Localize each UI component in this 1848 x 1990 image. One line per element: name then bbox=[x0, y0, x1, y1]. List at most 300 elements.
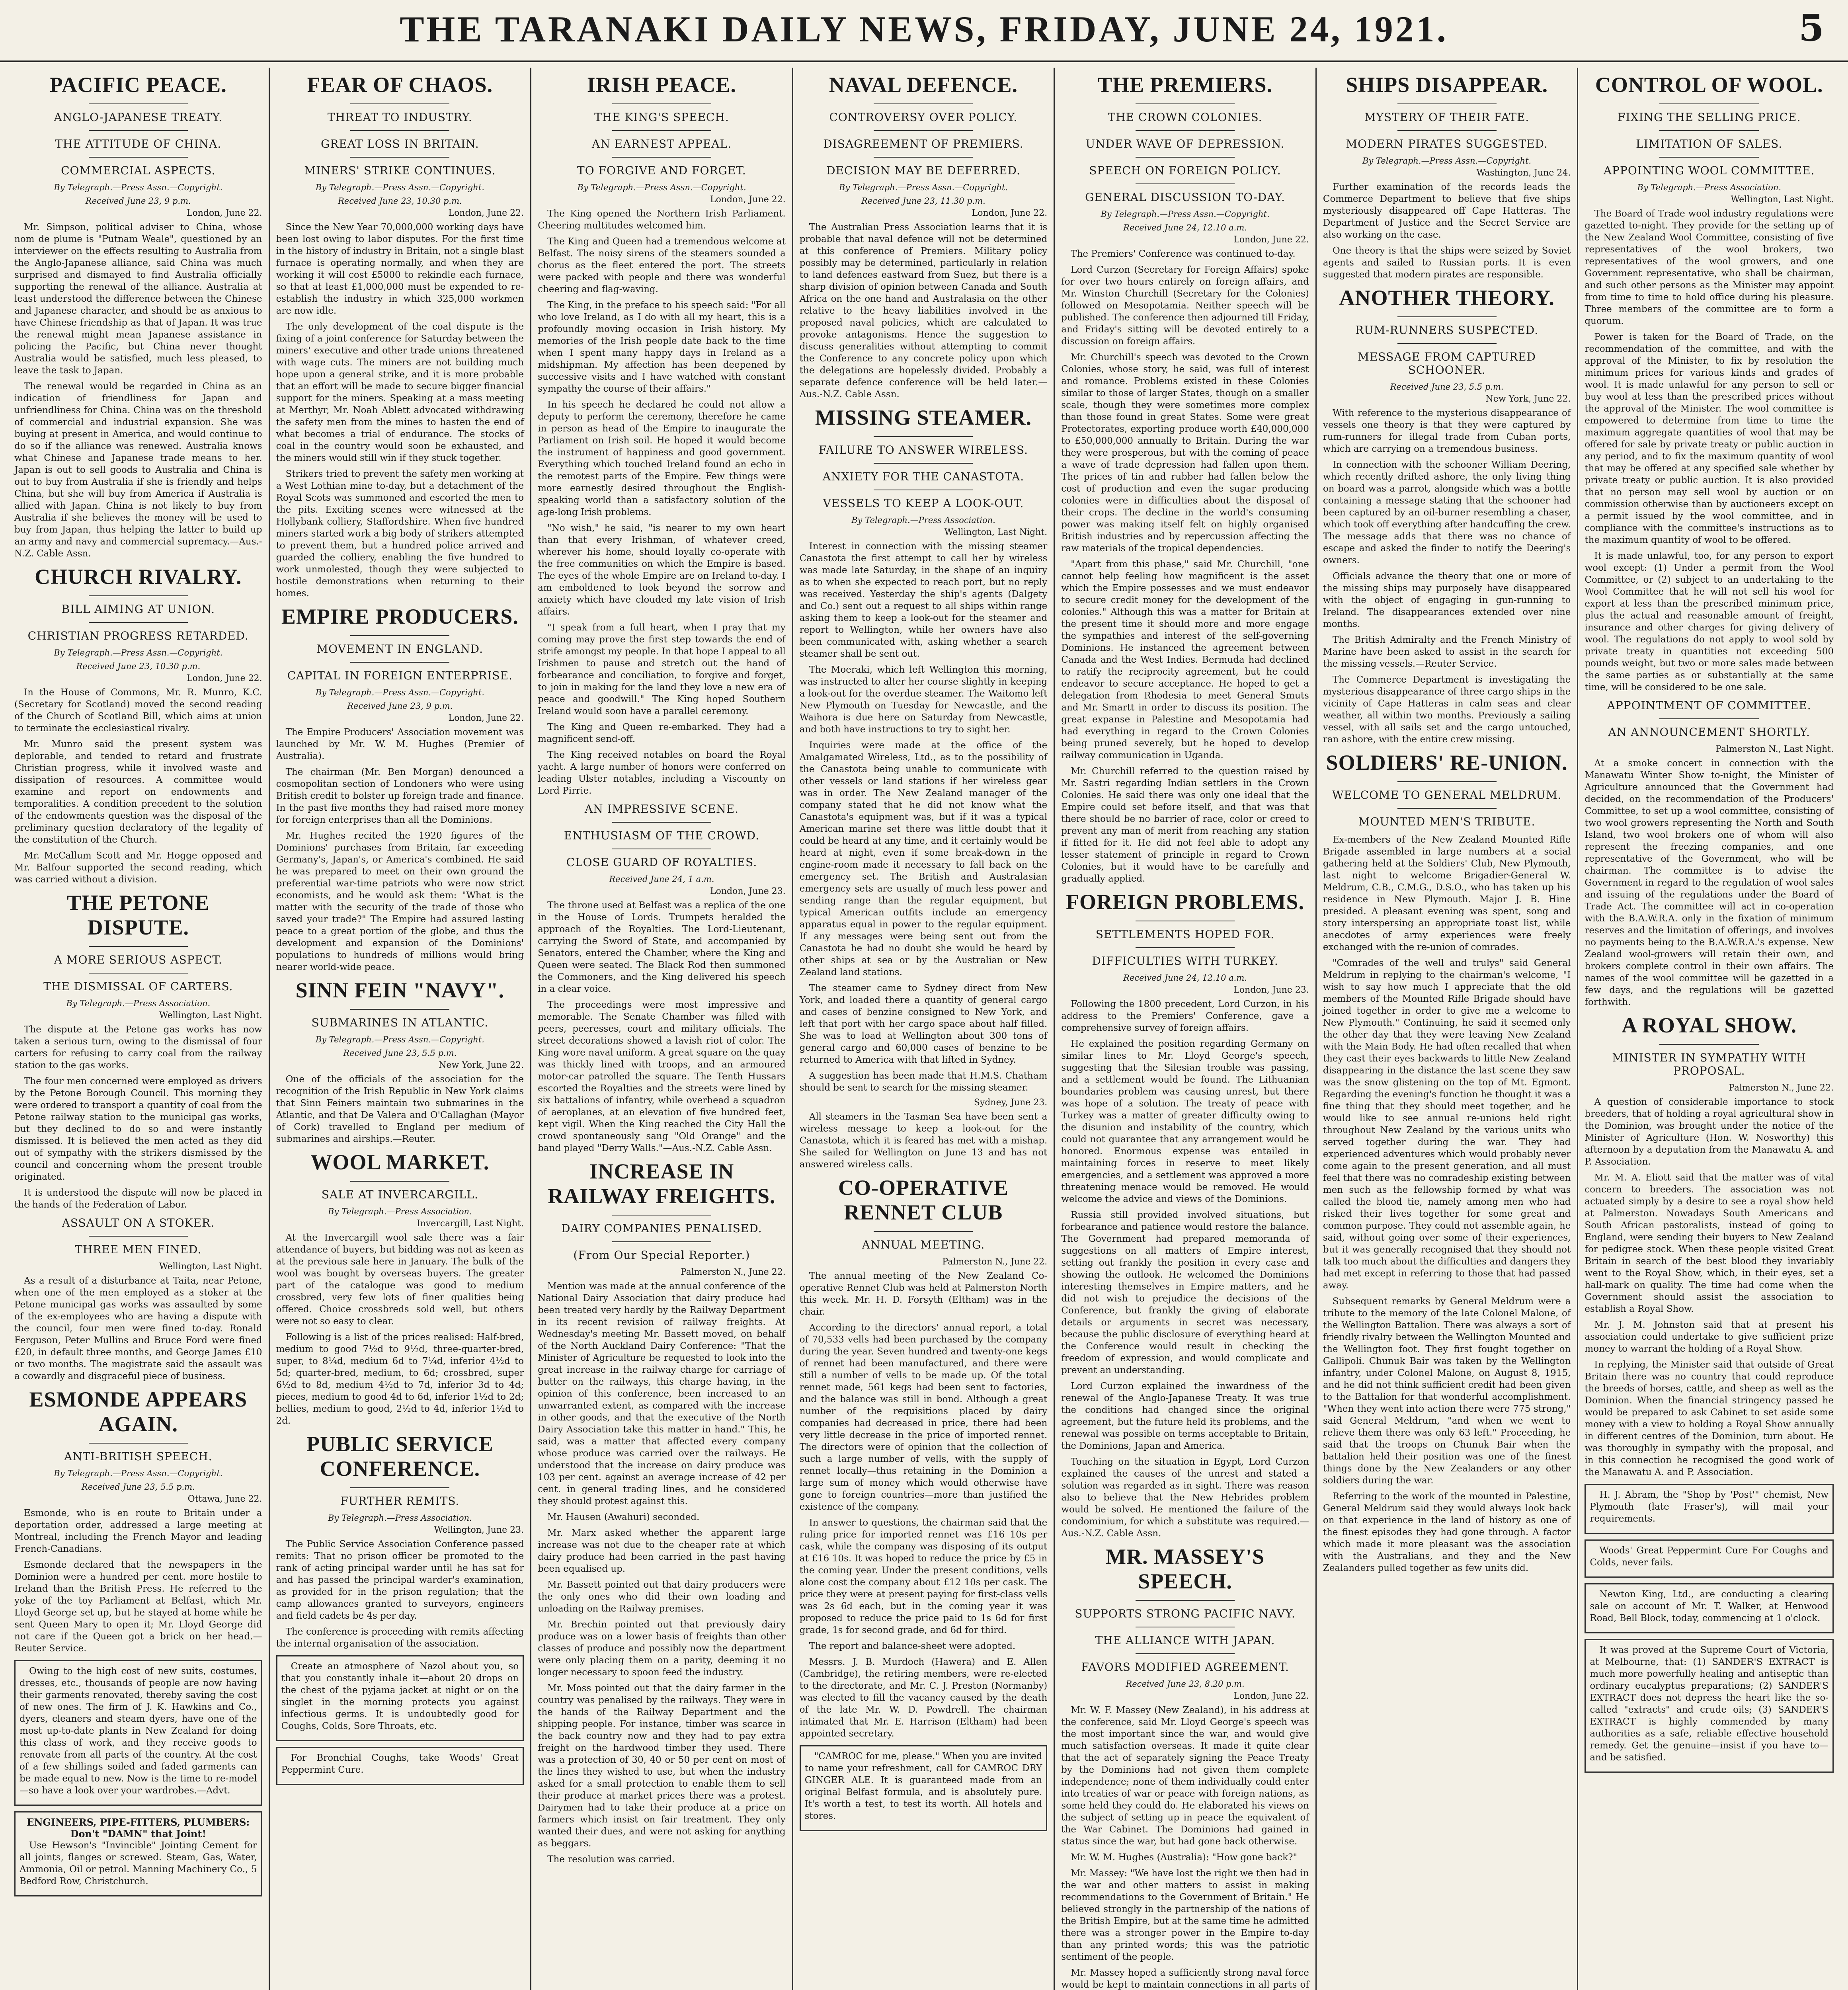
divider bbox=[350, 130, 449, 131]
divider bbox=[1136, 947, 1235, 948]
article-paragraph: Mr. Munro said the present system was deplorable, and tended to retard and frustrate Christian progress, while it involved waste and dissipation of resources. A committee would examine and report on endowments and temporalities. A condition precedent to the solution of the endowments question was the disposal of the preliminary question declaratory of the legality of the constitution of the Church. bbox=[14, 739, 262, 845]
divider bbox=[89, 157, 188, 158]
divider bbox=[89, 1236, 188, 1237]
divider bbox=[1136, 103, 1235, 104]
article-subheading: DAIRY COMPANIES PENALISED. bbox=[561, 1222, 762, 1235]
advertisement-text: Owing to the high cost of new suits, costumes, dresses, etc., thousands of people are now having their garments renovated, thereby saving the cost of new ones. The firm of J. K. Hawkins and Co., dyers, cleaners and steam dyers, have one of the most up-to-date plants in New Zealand for doing this class of work, and they receive goods to renovate from all parts of the country. At the cost of a few shillings soiled and faded garments can be made equal to new. Now is the time to re-model—so have a look over your wardrobes.—Advt. bbox=[20, 1666, 257, 1796]
article-subheading: APPOINTMENT OF COMMITTEE. bbox=[1607, 699, 1811, 712]
article-subheading: UNDER WAVE OF DEPRESSION. bbox=[1085, 137, 1285, 150]
article-headline: MISSING STEAMER. bbox=[815, 406, 1032, 429]
article-paragraph: He explained the position regarding Germany on similar lines to Mr. Lloyd George's speech, suggesting that the Silesian trouble was passing, and a settlement would be found. The Lithuanian boundaries problem was causing unrest, but there was hope of a solution. The treaty of peace with Turkey was a matter of greater difficulty owing to the disunion and instability of the country, which could not guarantee that any arrangement would be honored. Enormous expense was entailed in maintaining forces in reserve to meet likely emergencies, and a settlement was approved a more threatening menace would be removed. He would welcome the advice and views of the Dominions. bbox=[1061, 1039, 1309, 1204]
article-paragraph: "Comrades of the well and trulys" said General Meldrum in replying to the chairman's welcome, "I wish to say how much I appreciate that the old members of the Mounted Rifle Brigade should have joined together in order to give me a welcome to New Plymouth." Continuing, he said it seemed only the other day that they were leaving New Zealand with the Main Body. He had often recalled that when they cast their eyes backwards to little New Zealand disappearing in the distance the last scene they saw was the snow glistening on the top of Mt. Egmont. Regarding the evening's function he thought it was a fine thing that they should meet together, and he would like to see annual re-unions held right throughout New Zealand by the various units who served together during the war. They had experienced adventures which would probably never come again to the present generation, and all must feel that there was no comradeship existing between men such as the fellowship formed by what was called the blood tie, namely among men who had risked their lives together for some great and common purpose. They could not assemble again, he said, without going over some of their experiences, but it was generally recognised that they should not talk too much about the difficulties and dangers they had met except in referring to those that had passed away. bbox=[1323, 958, 1571, 1291]
article-paragraph: A suggestion has been made that H.M.S. Chatham should be sent to search for the missing steamer. bbox=[799, 1071, 1048, 1093]
divider bbox=[612, 130, 711, 131]
divider bbox=[350, 1009, 449, 1010]
divider bbox=[1659, 130, 1759, 131]
article-subheading: MOUNTED MEN'S TRIBUTE. bbox=[1358, 815, 1536, 828]
article-paragraph: The King received notables on board the Royal yacht. A large number of honors were conferred on leading Ulster notables, including a Viscounty on Lord Pirrie. bbox=[538, 750, 786, 796]
article bbox=[276, 978, 524, 1145]
article-paragraph: One of the officials of the association for the recognition of the Irish Republic in New York claims that Sinn Feiners maintain two submarines in the Atlantic, and that De Valera and O'Callaghan (Mayor of Cork) travelled to England per medium of submarines and airships.—Reuter. bbox=[276, 1074, 524, 1144]
divider bbox=[1397, 808, 1497, 809]
article-headline: THE PREMIERS. bbox=[1098, 73, 1273, 97]
article-paragraph: Mr. Churchill referred to the question raised by Mr. Sastri regarding Indian settlers in the Crown Colonies. He said there was only one ideal that the Empire could set before itself, and that was that there should be no barrier of race, color or creed to prevent any man of merit from reaching any station if fitted for it. He did not feel able to adopt any lesser statement of principle in regard to Crown Colonies, but it would have to be carefully and gradually applied. bbox=[1061, 766, 1309, 884]
article-subheading: AN IMPRESSIVE SCENE. bbox=[584, 802, 739, 816]
divider bbox=[874, 130, 973, 131]
article-received: Received June 23, 5.5 p.m. bbox=[343, 1048, 457, 1058]
article-dateline: Palmerston N., June 22. bbox=[1729, 1083, 1834, 1093]
article bbox=[1585, 699, 1834, 1008]
article-paragraph: Russia still provided involved situations, but forbearance and patience would restore the balance. The Government had prepared memoranda of suggestions on all matters of Empire interest, setting out frankly the position in every case and showing the outlook. He welcomed the Dominions interesting themselves in Empire matters, and he did not wish to prejudice the decisions of the Conference, but frankly the giving of elaborate details or arguments in secret was necessary, because the public disclosure of everything heard at the Conference would result in checking the freedom of expression, and would complicate and prevent an understanding. bbox=[1061, 1210, 1309, 1375]
article-subheading: FURTHER REMITS. bbox=[340, 1494, 460, 1508]
divider bbox=[1136, 1600, 1235, 1601]
article bbox=[14, 564, 262, 886]
article-byline: By Telegraph.—Press Assn.—Copyright. bbox=[839, 183, 1008, 192]
article-dateline: London, June 22. bbox=[186, 208, 262, 218]
article-paragraph: With reference to the mysterious disappearance of vessels one theory is that they were captured by rum-runners for illegal trade from Cuban ports, which are carrying on a tremendous business. bbox=[1323, 408, 1571, 454]
column-4 bbox=[793, 68, 1055, 1990]
article-paragraph: Esmonde declared that the newspapers in the Dominion were a hundred per cent. more hostile to Ireland than the British Press. He referred to the yoke of the toy Parliament at Belfast, which Mr. Lloyd George set up, but he stayed at home while he sent Queen Mary to open it; Mr. Lloyd George did not care if the Queen got a brick on her head.—Reuter Service. bbox=[14, 1560, 262, 1654]
article-subheading: ANXIETY FOR THE CANASTOTA. bbox=[822, 470, 1024, 483]
article-paragraph: Since the New Year 70,000,000 working days have been lost owing to labor disputes. For the first time in the history of industry in Britain, not a single blast furnace is operating normally, and when they are working it will cost £5000 to rekindle each furnace, so that at least £1,000,000 must be expended to re-establish the industry in which 325,000 workmen are now idle. bbox=[276, 222, 524, 316]
article-paragraph: In answer to questions, the chairman said that the ruling price for imported rennet was £16 10s per cask, while the company was disposing of its output at £16 10s. It was hoped to reduce the price by £5 in the coming year. Under the present conditions, vells alone cost the company about £12 10s per cask. The price they were at present paying for first-class vells was 2s 6d each, but in the coming year it was proposed to reduce the price paid to 1s 6d for first grade, 1s for second grade, and 6d for third. bbox=[799, 1518, 1048, 1635]
article-subheading: CAPITAL IN FOREIGN ENTERPRISE. bbox=[287, 669, 513, 682]
article bbox=[800, 1098, 1048, 1171]
article-paragraph: In his speech he declared he could not allow a deputy to perform the ceremony, therefore he came in person as head of the Empire to inaugurate the Parliament on Irish soil. He hoped it would become the instrument of happiness and good government. Everything which touched Ireland found an echo in the remotest parts of the Empire. Few things were more earnestly desired throughout the English-speaking world than a satisfactory solution of the age-long Irish problems. bbox=[538, 400, 786, 517]
article-headline: PACIFIC PEACE. bbox=[49, 73, 227, 97]
article-paragraph: Mr. Simpson, political adviser to China, whose nom de plume is "Putnam Weale", questioned by an interviewer on the effects resulting to Australia from the Anglo-Japanese alliance, said China was much surprised and dismayed to find Australia officially supporting the renewal of the alliance. Australia at least understood the difference between the Chinese and Japanese character, and should be as anxious to have Chinese friendship as that of Japan. It was true the renewal might mean Japanese assistance in policing the Pacific, but China never thought Australia would be satisfied, much less pleased, to leave the task to Japan. bbox=[14, 222, 262, 376]
advertisement-text: H. J. Abram, the "Shop by 'Post'" chemist, New Plymouth (late Fraser's), will mail your requirements. bbox=[1590, 1490, 1828, 1524]
article-byline: By Telegraph.—Press Assn.—Copyright. bbox=[54, 183, 223, 192]
article-dateline: Palmerston N., June 22. bbox=[942, 1257, 1048, 1267]
divider bbox=[1397, 316, 1497, 317]
advertisement bbox=[1585, 1583, 1834, 1633]
article-byline: By Telegraph.—Press Assn.—Copyright. bbox=[315, 1035, 484, 1044]
article-subheading: THE ALLIANCE WITH JAPAN. bbox=[1095, 1634, 1275, 1647]
divider bbox=[612, 822, 711, 823]
article-dateline: Invercargill, Last Night. bbox=[416, 1219, 524, 1229]
article-headline: SINN FEIN "NAVY". bbox=[295, 978, 505, 1002]
article-paragraph: Mention was made at the annual conference of the National Dairy Association that dairy produce had been treated very hardly by the Railway Department in its recent revision of railway freights. At Wednesday's meeting Mr. Bassett moved, on behalf of the North Auckland Dairy Conference: "That the Minister of Agriculture be requested to look into the great increase in the railway charge for carriage of butter on the railways, this charge having, in the opinion of this conference, been increased to an unwarranted extent, as compared with the increase in other goods, and that the executive of the North Dairy Association take this matter in hand." This, he said, was a matter that affected every company whose produce was carried over the railways. He understood that the increase on dairy produce was 103 per cent. against an average increase of 42 per cent. in general trading lines, and he considered they should protest against this. bbox=[538, 1281, 786, 1506]
article-paragraph: Mr. Brechin pointed out that previously dairy produce was on a lower basis of freights than other classes of produce and possibly now the department were only placing them on a parity, deeming it no longer necessary to spoon feed the industry. bbox=[538, 1619, 786, 1678]
article-headline: A ROYAL SHOW. bbox=[1622, 1013, 1797, 1037]
article-headline: EMPIRE PRODUCERS. bbox=[281, 605, 519, 628]
article-paragraph: Mr. Massey hoped a sufficiently strong naval force would be kept to maintain connections in all parts of bbox=[1061, 1968, 1309, 1990]
article-dateline: Wellington, June 23. bbox=[434, 1525, 524, 1535]
article bbox=[276, 72, 524, 599]
divider bbox=[89, 973, 188, 974]
article-paragraph: The King and Queen had a tremendous welcome at Belfast. The noisy sirens of the steamers sounded a chorus as the fleet entered the port. The streets were packed with people and there was wonderful cheering and flag-waving. bbox=[538, 236, 786, 295]
article-paragraph: The Australian Press Association learns that it is probable that naval defence will not be determined at this conference of Premiers. Military policy possibly may be determined, particularly in relation to land defences eastward from Suez, but there is a sharp division of opinion between Canada and South Africa on the one hand and Australasia on the other relative to the heavy liabilities involved in the proposed naval policies, which are calculated to provoke antagonisms. Hence the suggestion to discuss generalities without attempting to commit the Conference to any concrete policy upon which the delegations are hopelessly divided. Probably a separate defence conference will be held later.—Aus.-N.Z. Cable Assn. bbox=[799, 222, 1048, 400]
article-dateline: New York, June 22. bbox=[1485, 394, 1571, 404]
divider bbox=[612, 103, 711, 104]
divider bbox=[89, 595, 188, 596]
article-subheading: THE KING'S SPEECH. bbox=[594, 111, 729, 124]
article-subheading: THE DISMISSAL OF CARTERS. bbox=[43, 980, 233, 993]
article-paragraph: The dispute at the Petone gas works has now taken a serious turn, owing to the dismissal of four carters for refusing to carry coal from the railway station to the gas works. bbox=[14, 1024, 262, 1071]
article-paragraph: In replying, the Minister said that outside of Great Britain there was no country that could reproduce the breeds of horses, cattle, and sheep as well as the Dominion. When the financial stringency passed he would be prepared to ask Cabinet to set aside some money with a view to holding a Royal Show annually in different centres of the Dominion, turn about. He was thoroughly in sympathy with the proposal, and in this connection he recognised the good work of the Manawatu A. and P. Association. bbox=[1585, 1360, 1834, 1477]
article-subheading: WELCOME TO GENERAL MELDRUM. bbox=[1332, 788, 1562, 802]
article bbox=[1585, 1013, 1834, 1478]
masthead bbox=[0, 0, 1848, 62]
divider bbox=[1659, 103, 1759, 104]
article-dateline: Palmerston N., June 22. bbox=[680, 1267, 786, 1277]
article bbox=[1323, 285, 1571, 745]
article-paragraph: The King opened the Northern Irish Parliament. Cheering multitudes welcomed him. bbox=[538, 209, 786, 231]
article-dateline: Ottawa, June 22. bbox=[187, 1494, 262, 1504]
article-subheading: APPOINTING WOOL COMMITTEE. bbox=[1603, 164, 1815, 177]
article-paragraph: The conference is proceeding with remits affecting the internal organisation of the association. bbox=[276, 1627, 524, 1649]
advertisement bbox=[276, 1655, 524, 1741]
article-paragraph: The resolution was carried. bbox=[547, 1854, 675, 1865]
article-subheading: COMMERCIAL ASPECTS. bbox=[61, 164, 216, 177]
article-paragraph: Ex-members of the New Zealand Mounted Rifle Brigade assembled in large numbers at a social gathering held at the Soldiers' Club, New Plymouth, last night to welcome Brigadier-General W. Meldrum, C.B., C.M.G., D.S.O., who has taken up his residence in New Plymouth. Major J. B. Hine presided. A pleasant evening was spent, song and story interspersing an appropriate toast list, while anecdotes of army experiences were freely exchanged with the re-union of comrades. bbox=[1323, 835, 1571, 952]
article-paragraph: A question of considerable importance to stock breeders, that of holding a royal agricultural show in the Dominion, was brought under the notice of the Minister of Agriculture (Hon. W. Nosworthy) this afternoon by a deputation from the Manawatu A. and P. Association. bbox=[1585, 1097, 1834, 1167]
article-subheading: THE ATTITUDE OF CHINA. bbox=[55, 137, 222, 150]
article-subheading: VESSELS TO KEEP A LOOK-OUT. bbox=[823, 497, 1024, 510]
divider bbox=[1136, 130, 1235, 131]
divider bbox=[1136, 157, 1235, 158]
article-subheading: CHRISTIAN PROGRESS RETARDED. bbox=[27, 629, 249, 642]
divider bbox=[350, 157, 449, 158]
article-headline: FOREIGN PROBLEMS. bbox=[1066, 890, 1305, 914]
column-2 bbox=[270, 68, 532, 1990]
divider bbox=[874, 157, 973, 158]
article-subheading: BILL AIMING AT UNION. bbox=[61, 603, 215, 616]
divider bbox=[874, 103, 973, 104]
article-subheading: SUBMARINES IN ATLANTIC. bbox=[311, 1016, 489, 1029]
article-subheading: DIFFICULTIES WITH TURKEY. bbox=[1092, 954, 1278, 968]
article-paragraph: Mr. W. M. Hughes (Australia): "How gone back?" bbox=[1071, 1852, 1298, 1863]
article-subheading: FAVORS MODIFIED AGREEMENT. bbox=[1081, 1660, 1289, 1674]
article-received: Received June 24, 12.10 a.m. bbox=[1123, 223, 1247, 232]
article-paragraph: "No wish," he said, "is nearer to my own heart than that every Irishman, of whatever creed, wherever his home, should loyally co-operate with the free communities on which the Empire is based. The eyes of the whole Empire are on Ireland to-day. I am emboldened to look beyond the sorrow and anxiety which have clouded my late vision of Irish affairs. bbox=[538, 523, 786, 617]
article-paragraph: Esmonde, who is en route to Britain under a deportation order, addressed a large meeting at Montreal, including the French Mayor and leading French-Canadians. bbox=[14, 1508, 262, 1554]
article-paragraph: Officials advance the theory that one or more of the missing ships may purposely have disappeared with the object of engaging in gun-running to Ireland. The disappearances extended over nine months. bbox=[1323, 571, 1571, 629]
divider bbox=[1397, 130, 1497, 131]
article bbox=[1061, 1544, 1309, 1990]
article-paragraph: Following is a list of the prices realised: Half-bred, medium to good 7½d to 9½d, three-quarter-bred, super, to 8¼d, medium 6d to 7¼d, inferior 4½d to 5d; quarter-bred, medium, to 6d; crossbred, super 6½d to 8d, medium 4½d to 7d, inferior 3d to 4d; pieces, medium to good 4d to 6d, inferior 1½d to 2d; bellies, medium to good, 2½d to 4d, inferior 1½d to 2d. bbox=[276, 1332, 524, 1426]
advertisement-text: "CAMROC for me, please." When you are invited to name your refreshment, call for CAMROC DRY GINGER ALE. It is guaranteed made from an original Belfast formula, and is absolutely pure. It's worth a test, to test its worth. All hotels and stores. bbox=[804, 1751, 1042, 1821]
article-paragraph: The four men concerned were employed as drivers by the Petone Borough Council. This morning they were ordered to transport a quantity of coal from the Petone railway station to the municipal gas works, but they declined to do so and were instantly dismissed. It is believed the men acted as they did out of sympathy with the strikers dismissed by the council and concerning whom the present trouble originated. bbox=[14, 1076, 262, 1182]
article-byline: By Telegraph.—Press Assn.—Copyright. bbox=[54, 648, 223, 657]
article bbox=[1061, 890, 1309, 1539]
divider bbox=[1397, 103, 1497, 104]
article-paragraph: Mr. McCallum Scott and Mr. Hogge opposed and Mr. Balfour supported the second reading, which was carried without a division. bbox=[14, 851, 262, 885]
article-paragraph: Mr. Marx asked whether the apparent large increase was not due to the cheaper rate at which dairy produce had been carried in the past having been equalised up. bbox=[538, 1528, 786, 1574]
article-received: Received June 23, 9 p.m. bbox=[85, 196, 191, 206]
article-headline: INCREASE IN RAILWAY FREIGHTS. bbox=[548, 1159, 776, 1208]
article bbox=[800, 1175, 1048, 1740]
article-subheading: RUM-RUNNERS SUSPECTED. bbox=[1355, 324, 1539, 337]
advertisement bbox=[14, 1811, 262, 1896]
article-subheading: SUPPORTS STRONG PACIFIC NAVY. bbox=[1075, 1607, 1296, 1620]
article-paragraph: Mr. M. A. Eliott said that the matter was of vital concern to breeders. The association was not actuated simply by a desire to see a royal show held at Palmerston. Nowadays South Americans and South African pastoralists, instead of going to England, were sending their buyers to New Zealand for pedigree stock. When these people visited Great Britain in search of the best blood they invariably went to the Royal Show, which, in their eyes, set a hall-mark on quality. The time had come when the Government should assist the association to establish a Royal Show. bbox=[1585, 1173, 1834, 1314]
divider bbox=[1659, 718, 1759, 719]
article-paragraph: As a result of a disturbance at Taita, near Petone, when one of the men employed as a stoker at the Petone municipal gas works was assaulted by some of the ex-employees who are having a dispute with the council, four men were fined to-day. Ronald Ferguson, Peter Mullins and Bruce Ford were fined £20, in default three months, and George James £10 or two months. The magistrate said the assault was a cowardly and disgraceful piece of business. bbox=[14, 1276, 262, 1381]
article-subheading: ANGLO-JAPANESE TREATY. bbox=[54, 111, 223, 124]
article-paragraph: The Empire Producers' Association movement was launched by Mr. W. M. Hughes (Premier of Australia). bbox=[276, 727, 524, 761]
article-paragraph: Mr. J. M. Johnston said that at present his association could undertake to give sufficient prize money to warrant the holding of a Royal Show. bbox=[1585, 1320, 1834, 1354]
divider bbox=[1659, 1044, 1759, 1045]
divider bbox=[874, 463, 973, 464]
article bbox=[1323, 72, 1571, 281]
article-dateline: London, June 22. bbox=[1233, 235, 1309, 245]
article-byline: By Telegraph.—Press Association. bbox=[328, 1207, 472, 1216]
article-paragraph: In the House of Commons, Mr. R. Munro, K.C. (Secretary for Scotland) moved the second reading of the Church of Scotland Bill, which aims at union to terminate the ecclesiastical rivalry. bbox=[14, 687, 262, 734]
article-subheading: LIMITATION OF SALES. bbox=[1636, 137, 1783, 150]
article-paragraph: Strikers tried to prevent the safety men working at a West Lothian mine to-day, but a detachment of the Royal Scots was summoned and escorted the men to the pits. Exciting scenes were witnessed at the Hollybank colliery, Staffordshire. When five hundred miners started work a big body of strikers attempted to prevent them, but a hundred police arrived and guarded the colliery, enabling the five hundred to work unmolested, though they were subjected to hostile demonstrations when returning to their homes. bbox=[276, 469, 524, 599]
article-paragraph: According to the directors' annual report, a total of 70,533 vells had been purchased by the company during the year. Seven hundred and twenty-one kegs of rennet had been manufactured, and there were still a number of vells to be made up. Of the total rennet made, 561 kegs had been sent to factories, and the balance was still in bond. Although a great number of the requisitions placed by dairy companies had decreased in price, there had been very little decrease in the price of imported rennet. The directors were of opinion that the collection of such a large number of vells, with the supply of rennet locally—thus retaining in the Dominion a large sum of money which would otherwise have gone to foreign countries—more than justified the existence of the company. bbox=[799, 1323, 1048, 1512]
article-dateline: London, June 22. bbox=[972, 208, 1048, 218]
article-subheading: FIXING THE SELLING PRICE. bbox=[1618, 111, 1801, 124]
article-paragraph: At a smoke concert in connection with the Manawatu Winter Show to-night, the Minister of Agriculture announced that the Government had decided, on the recommendation of the Producers' Committee, to set up a wool committee, consisting of two wool growers representing the North and South Island, two wool brokers one of whom will also represent the freezing companies, and one representative of the Government, who will be chairman. The committee is to advise the Government in regard to the regulation of wool sales and issuing of the regulations under the Board of Trade Act. The committee will act in co-operation with the B.A.W.R.A. only in the fixation of minimum reserves and the limitation of offerings, and involves no payments being to the B.A.W.R.A.'s expense. New Zealand wool-growers will retain their own, and brokers complete control in their own affairs. The names of the wool committee will be gazetted in a few days, and the regulations will be gazetted forthwith. bbox=[1585, 758, 1834, 1007]
article-headline: WOOL MARKET. bbox=[310, 1150, 490, 1174]
article bbox=[1585, 72, 1834, 693]
column-6 bbox=[1317, 68, 1579, 1990]
article-subheading: TO FORGIVE AND FORGET. bbox=[577, 164, 746, 177]
article-paragraph: The renewal would be regarded in China as an indication of friendliness for Japan and unfriendliness for China. China was on the threshold of commercial and industrial expansion. She was buying at present in America, and would continue to do so if the alliance was renewed. Australia knows what Chinese and Japanese trade means to her. Japan is out to sell goods to Australia and China is out to buy from Australia if she is friendly and helps China, but she will buy from America if Australia is allied with Japan. China is not likely to buy from Australia if she believes the money will be used to buy from Japan, thus helping the latter to build up an army and navy and commercial supremacy.—Aus.-N.Z. Cable Assn. bbox=[14, 381, 262, 559]
article-paragraph: Subsequent remarks by General Meldrum were a tribute to the memory of the late Colonel Malone, of the Wellington Battalion. There was always a sort of friendly rivalry between the Wellington Mounted and the Wellington foot. They first fought together on Gallipoli. Chunuk Bair was taken by the Wellington infantry, under Colonel Malone, on August 8, 1915, and he did not think sufficient credit had been given to the Battalion for that wonderful accomplishment. "When they went into action there were 775 strong," said General Meldrum, "and when we went to relieve them there was only 63 left." Proceeding, he said that the troops on Chunuk Bair when the battalion held their position was one of the finest things done by the New Zealanders or any other soldiers during the war. bbox=[1323, 1296, 1571, 1486]
article-dateline: Wellington, Last Night. bbox=[944, 527, 1048, 537]
article-paragraph: One theory is that the ships were seized by Soviet agents and sailed to Russian ports. It is even suggested that modern pirates are responsible. bbox=[1323, 246, 1571, 280]
article-dateline: London, June 23. bbox=[1233, 985, 1309, 995]
column-5 bbox=[1055, 68, 1317, 1990]
article-paragraph: Messrs. J. B. Murdoch (Hawera) and E. Allen (Cambridge), the retiring members, were re-elected to the directorate, and Mr. C. J. Preston (Normanby) was elected to fill the vacancy caused by the death of the late Mr. W. D. Powdrell. The chairman intimated that Mr. E. Harrison (Eltham) had been appointed secretary. bbox=[799, 1657, 1048, 1739]
article-headline: CHURCH RIVALRY. bbox=[35, 565, 242, 589]
article-paragraph: Mr. Bassett pointed out that dairy producers were the only ones who did their own loading and unloading on the Railway premises. bbox=[538, 1580, 786, 1614]
article-paragraph: The British Admiralty and the French Ministry of Marine have been asked to assist in the search for the missing vessels.—Reuter Service. bbox=[1323, 635, 1571, 669]
article-subheading: MODERN PIRATES SUGGESTED. bbox=[1346, 137, 1548, 150]
article-subheading: MINERS' STRIKE CONTINUES. bbox=[304, 164, 496, 177]
advertisement-text: For Bronchial Coughs, take Woods' Great Peppermint Cure. bbox=[281, 1753, 519, 1775]
article-paragraph: The proceedings were most impressive and memorable. The Senate Chamber was filled with peers, peeresses, court and military officials. The street decorations showed a lavish riot of color. The King wore naval uniform. A great square on the quay was thickly lined with troops, and an armoured motor-car patrolled the square. The Tenth Hussars escorted the Royalties and the streets were lined by six battalions of infantry, while overhead a squadron of aeroplanes, at an elevation of five hundred feet, kept vigil. When the King reached the City Hall the crowd spontaneously sang "Old Orange" and the band played "Derry Walls."—Aus.-N.Z. Cable Assn. bbox=[538, 1000, 786, 1153]
article-received: Received June 23, 10.30 p.m. bbox=[76, 661, 201, 671]
advertisement bbox=[1585, 1539, 1834, 1578]
divider bbox=[89, 130, 188, 131]
article-paragraph: The Board of Trade wool industry regulations were gazetted to-night. They provide for the setting up of the New Zealand Wool Committee, consisting of five representatives of the wool brokers, two representatives of the wool growers, and one Government representative, who shall be chairman, and such other persons as the Minister may appoint from time to time to hold office during his pleasure. Three members of the committee are to form a quorum. bbox=[1585, 209, 1834, 326]
columns-container bbox=[8, 68, 1840, 1990]
article bbox=[14, 890, 262, 1211]
article-dateline: New York, June 22. bbox=[439, 1060, 524, 1070]
divider bbox=[350, 662, 449, 663]
article-paragraph: Touching on the situation in Egypt, Lord Curzon explained the causes of the unrest and stated a solution was regarded as in sight. There was reason also to believe that the New Hebrides problem would be solved. He mentioned the failure of the condominium, for which a substitute was required.—Aus.-N.Z. Cable Assn. bbox=[1061, 1457, 1309, 1539]
article-paragraph: Following the 1800 precedent, Lord Curzon, in his address to the Premiers' Conference, gave a comprehensive survey of foreign affairs. bbox=[1061, 999, 1309, 1033]
article-byline: By Telegraph.—Press Association. bbox=[851, 515, 995, 525]
article bbox=[538, 802, 786, 1154]
article-headline: ESMONDE APPEARS AGAIN. bbox=[29, 1387, 248, 1436]
article-paragraph: It is made unlawful, too, for any person to export wool except: (1) Under a permit from the Wool Committee, or (2) subject to an undertaking to the Wool Committee that he will not sell his wool for export at less than the prescribed minimum price, plus the actual and reasonable amount of freight, insurance and other charges for giving delivery of wool. The regulations do not apply to wool sold by private treaty in quantities not exceeding 500 pounds weight, but two or more sales made between the same parties as or substantially at the same time, will be considered to be one sale. bbox=[1585, 551, 1834, 693]
article-subheading: MOVEMENT IN ENGLAND. bbox=[316, 642, 484, 656]
advertisement-title: ENGINEERS, PIPE-FITTERS, PLUMBERS: Don't "DAMN" that Joint! bbox=[27, 1816, 250, 1840]
advertisement bbox=[1585, 1484, 1834, 1534]
article-subheading: CONTROVERSY OVER POLICY. bbox=[829, 111, 1018, 124]
divider bbox=[612, 1241, 711, 1242]
divider bbox=[1397, 781, 1497, 782]
article-byline: By Telegraph.—Press Assn.—Copyright. bbox=[1362, 156, 1532, 166]
article-paragraph: In connection with the schooner William Deering, which recently drifted ashore, the only living thing on board was a parrot, alongside which was a bottle containing a message stating that the schooner had been captured by an oil-burner resembling a chaser, which took off everything after handcuffing the crew. The message adds that there was no chance of escape and asked the finder to notify the Deering's owners. bbox=[1323, 460, 1571, 566]
divider bbox=[89, 1443, 188, 1444]
article-paragraph: The Moeraki, which left Wellington this morning, was instructed to alter her course slightly in keeping a look-out for the overdue steamer. The Waitomo left New Plymouth on Tuesday for Newcastle, and the Waihora is due here on Saturday from Newcastle, and both have instructions to try to sight her. bbox=[799, 665, 1048, 735]
article-byline: By Telegraph.—Press Association. bbox=[66, 999, 211, 1008]
article-dateline: Wellington, Last Night. bbox=[1731, 195, 1834, 205]
masthead-title: THE TARANAKI DAILY NEWS, FRIDAY, JUNE 24, 1921. bbox=[400, 9, 1448, 49]
article-subheading: ENTHUSIASM OF THE CROWD. bbox=[564, 829, 759, 842]
column-3 bbox=[531, 68, 793, 1990]
article-dateline: London, June 22. bbox=[448, 208, 524, 218]
article-byline: By Telegraph.—Press Assn.—Copyright. bbox=[1101, 209, 1270, 219]
article-paragraph: Mr. Massey: "We have lost the right we then had in the war and other matters to assist in making recommendations to the Government of Britain." He believed strongly in the partnership of the nations of the British Empire, but at the same time he admitted there was a stronger power in the Empire to-day than any printed words; this was the patriotic sentiment of the people. bbox=[1061, 1868, 1309, 1962]
article-subheading: ANTI-BRITISH SPEECH. bbox=[64, 1450, 213, 1463]
article-headline: SOLDIERS' RE-UNION. bbox=[1326, 751, 1568, 775]
article-paragraph: Mr. Churchill's speech was devoted to the Crown Colonies, whose story, he said, was full of interest and romance. Problems existed in these Colonies similar to those of larger States, though on a smaller scale, though they were sometimes more complex than those found in great States. Some were great Protectorates, exporting produce worth £40,000,000 to £50,000,000 annually to Britain. During the war they were prosperous, but with the coming of peace a wave of trade depression had fallen upon them. The prices of tin and rubber had fallen below the cost of production and even the sugar producing colonies were in difficulties about the disposal of their crops. The decline in the world's consuming power was making itself felt on highly organised British industries and by repercussion affecting the raw materials of the tropical dependencies. bbox=[1061, 352, 1309, 554]
divider bbox=[350, 635, 449, 636]
article-subheading: MESSAGE FROM CAPTURED SCHOONER. bbox=[1358, 350, 1536, 377]
article-paragraph: The King and Queen re-embarked. They had a magnificent send-off. bbox=[538, 722, 786, 744]
article-subheading: SALE AT INVERCARGILL. bbox=[321, 1188, 478, 1201]
article-paragraph: Referring to the work of the mounted in Palestine, General Meldrum said they would always look back on that experience in the land of history as one of the finest episodes they had gone through. A factor which made it more pleasant was the association with the Australians, and they and the New Zealanders pulled together as few units did. bbox=[1323, 1491, 1571, 1573]
article-subheading: AN ANNOUNCEMENT SHORTLY. bbox=[1608, 726, 1810, 739]
article-received: Received June 24, 1 a.m. bbox=[609, 874, 714, 884]
divider bbox=[612, 157, 711, 158]
advertisement-text: Create an atmosphere of Nazol about you, so that you constantly inhale it—about 20 drops on the chest of the pyjama jacket at night or on the singlet in the morning protects you against infectious germs. It is undoubtedly good for Coughs, Colds, Sore Throats, etc. bbox=[281, 1661, 519, 1731]
divider bbox=[89, 622, 188, 623]
article-subheading: SETTLEMENTS HOPED FOR. bbox=[1095, 928, 1275, 941]
article-paragraph: Mr. Moss pointed out that the dairy farmer in the country was penalised by the railways. They were in the hands of the Railway Department and the shipping people. For instance, timber was scarce in the back country now and they had to pay extra freight on the hardwood timber they used. There was a protection of 30, 40 or 50 per cent on most of the lines they wished to use, but when the industry asked for a small protection to enable them to sell their produce at market prices there was a protest. Dairymen had to take their produce at a price on farmers which insist on fair treatment. They only wanted their dues, and were not asking for anything as beggars. bbox=[538, 1683, 786, 1849]
article bbox=[1323, 750, 1571, 1574]
article-paragraph: The steamer came to Sydney direct from New York, and loaded there a quantity of general cargo and cases of benzine consigned to New York, and left that port with her cargo space about half filled. She was to load at Wellington about 300 tons of general cargo and 60,000 cases of benzine to be returned to America with that lifted in Sydney. bbox=[799, 983, 1048, 1065]
article-received: Received June 23, 9 p.m. bbox=[347, 701, 453, 711]
article-headline: CONTROL OF WOOL. bbox=[1595, 73, 1823, 97]
article-paragraph: The annual meeting of the New Zealand Co-operative Rennet Club was held at Palmerston North this week. Mr. H. D. Forsyth (Eltham) was in the chair. bbox=[799, 1271, 1048, 1317]
article-received: Received June 23, 5.5 p.m. bbox=[81, 1482, 195, 1492]
article-headline: SHIPS DISAPPEAR. bbox=[1346, 73, 1548, 97]
article-paragraph: At the Invercargill wool sale there was a fair attendance of buyers, but bidding was not as keen as at the previous sale here in January. The bulk of the wool was bought by overseas buyers. The greater part of the catalogue was good to medium crossbred, very few lots of finer qualities being offered. Choice crossbreds sold well, but others were not so easy to clear. bbox=[276, 1233, 524, 1327]
article-subheading: THE CROWN COLONIES. bbox=[1108, 111, 1263, 124]
article-paragraph: It is understood the dispute will now be placed in the hands of the Federation of Labor. bbox=[14, 1188, 262, 1210]
article-byline: By Telegraph.—Press Association. bbox=[328, 1513, 472, 1523]
article bbox=[14, 1387, 262, 1654]
article-dateline: Wellington, Last Night. bbox=[159, 1011, 262, 1020]
article-paragraph: Further examination of the records leads the Commerce Department to believe that five ships mysteriously disappeared off Cape Hatteras. The Department of Justice and the Secret Service are also working on the case. bbox=[1323, 182, 1571, 240]
advertisement bbox=[276, 1747, 524, 1785]
article-headline: IRISH PEACE. bbox=[587, 73, 736, 97]
article bbox=[276, 604, 524, 973]
article bbox=[538, 72, 786, 797]
article-received: Received June 23, 10.30 p.m. bbox=[338, 196, 462, 206]
article-dateline: Wellington, Last Night. bbox=[159, 1262, 262, 1272]
article-paragraph: The Premiers' Conference was continued to-day. bbox=[1071, 249, 1296, 259]
article bbox=[800, 405, 1048, 1094]
article bbox=[14, 72, 262, 560]
divider bbox=[89, 946, 188, 947]
divider bbox=[89, 103, 188, 104]
article bbox=[800, 72, 1048, 400]
article-dateline: London, June 22. bbox=[710, 195, 786, 205]
article-paragraph: The throne used at Belfast was a replica of the one in the House of Lords. Trumpets heralded the approach of the Royalties. The Lord-Lieutenant, carrying the Sword of State, and accompanied by Senators, entered the Chamber, where the King and Queen were seated. The Black Rod then summoned the Commoners, and the King delivered his speech in a clear voice. bbox=[538, 900, 786, 994]
article-headline: THE PETONE DISPUTE. bbox=[66, 891, 210, 939]
article-subheading: MYSTERY OF THEIR FATE. bbox=[1364, 111, 1530, 124]
advertisement-text: Newton King, Ltd., are conducting a clearing sale on account of Mr. T. Walker, at Henwood Road, Bell Block, today, commencing at 1 o'clock. bbox=[1590, 1589, 1828, 1623]
article bbox=[276, 1150, 524, 1427]
article-dateline: London, June 22. bbox=[186, 673, 262, 683]
article-byline: By Telegraph.—Press Assn.—Copyright. bbox=[577, 183, 746, 192]
article-subheading: DECISION MAY BE DEFERRED. bbox=[826, 164, 1021, 177]
article-subheading: (From Our Special Reporter.) bbox=[573, 1249, 750, 1262]
page-number: 5 bbox=[1798, 6, 1824, 49]
article-received: Received June 23, 5.5 p.m. bbox=[1390, 382, 1504, 392]
article-headline: PUBLIC SERVICE CONFERENCE. bbox=[306, 1432, 494, 1481]
article-paragraph: All steamers in the Tasman Sea have been sent a wireless message to keep a look-out for the Canastota, which it is feared has met with a mishap. She sailed for Wellington on June 13 and has not answered wireless calls. bbox=[799, 1112, 1048, 1170]
article-paragraph: The only development of the coal dispute is the fixing of a joint conference for Saturday between the miners' executive and other trade unions threatened with wage cuts. The miners are not building much hope upon a general strike, and it is more probable that an effort will be made to secure bigger financial support for the miners. Speaking at a mass meeting at Merthyr, Mr. Noah Ablett advocated withdrawing the safety men from the mines to hasten the end of what becomes a trial of endurance. The stocks of coal in the country would soon be exhausted, and the miners would still win if they stuck together. bbox=[276, 322, 524, 463]
article-paragraph: Mr. Hughes recited the 1920 figures of the Dominions' purchases from Britain, far exceeding Germany's, Japan's, or America's combined. He said he was prepared to meet on their own ground the preferential war-time patriots who were now strict economists, and he would ask them: "What is the matter with the security of the trade of those who saved your trade?" The Empire had assured lasting peace to a great portion of the globe, and thus the development and expansion of the Dominions' populations to hundreds of millions would bring nearer world-wide peace. bbox=[276, 831, 524, 972]
article-paragraph: The chairman (Mr. Ben Morgan) denounced a cosmopolitan section of Londoners who were using British credit to bolster up foreign trade and finance. In the past five months they had raised more money for foreign enterprises than all the Dominions. bbox=[276, 767, 524, 825]
article bbox=[538, 1159, 786, 1865]
article-paragraph: Mr. W. F. Massey (New Zealand), in his address at the conference, said Mr. Lloyd George's speech was the most important since the war, and would give much satisfaction overseas. It made it quite clear that the act of separately signing the Peace Treaty by the Dominions had not given them complete independence; none of them individually could enter into treaties of war or peace with foreign nations, as some held they could do. He elaborated his views on the subject of setting up in peace the equivalent of the War Cabinet. The Dominions had gained in status since the war, but had gone back otherwise. bbox=[1061, 1705, 1309, 1847]
advertisement-text: It was proved at the Supreme Court of Victoria, at Melbourne, that: (1) SANDER'S EXTRACT is much more powerfully healing and antiseptic than ordinary eucalyptus preparations; (2) SANDER'S EXTRACT does not depress the heart like the so-called "extracts" and crude oils; (3) SANDER'S EXTRACT is highly commended by many authorities as a safe, reliable effective household remedy. Get the genuine—insist if you have to—and be satisfied. bbox=[1590, 1645, 1828, 1763]
article-headline: ANOTHER THEORY. bbox=[1339, 286, 1555, 310]
advertisement bbox=[14, 1660, 262, 1806]
article-paragraph: The Commerce Department is investigating the mysterious disappearance of three cargo ships in the vicinity of Cape Hatteras in calm seas and clear weather, all within two months. Previously a sailing vessel, with all sails set and the cargo untouched, ran ashore, with the entire crew missing. bbox=[1323, 675, 1571, 745]
article-paragraph: "I speak from a full heart, when I pray that my coming may prove the first step towards the end of strife amongst my people. In that hope I appeal to all Irishmen to pause and stretch out the hand of forbearance and conciliation, to forgive and forget, to join in making for the land they love a new era of peace and goodwill." The King hoped Southern Ireland would soon have a parallel ceremony. bbox=[538, 622, 786, 716]
article-headline: MR. MASSEY'S SPEECH. bbox=[1106, 1545, 1265, 1593]
article bbox=[1061, 72, 1309, 885]
article-dateline: London, June 22. bbox=[448, 713, 524, 723]
advertisement bbox=[1585, 1639, 1834, 1773]
divider bbox=[1397, 343, 1497, 344]
article-paragraph: Lord Curzon (Secretary for Foreign Affairs) spoke for over two hours entirely on foreign affairs, and Mr. Winston Churchill (Secretary for the Colonies) followed on Mesopotamia. Neither speech will be published. The conference then adjourned till Friday, and Friday's sitting will be devoted entirely to a discussion on foreign affairs. bbox=[1061, 265, 1309, 347]
divider bbox=[874, 1231, 973, 1232]
column-7 bbox=[1578, 68, 1840, 1990]
article-paragraph: Inquiries were made at the office of the Amalgamated Wireless, Ltd., as to the possibility of the Canastota being unable to communicate with other vessels or land stations if her wireless gear was in order. The New Zealand manager of the company stated that he did not know what the Canastota's equipment was, but if it was a typical American marine set there was little doubt that it could be heard at any time, and it certainly would be heard at night, even if some break-down in the engine-room made it necessary to fall back on the emergency set. The British and Australasian emergency sets are usually of much less power and sending range than the regular equipment, but typical American outfits include an emergency apparatus equal in power to the regular equipment. If any messages were being sent out from the Canastota he had no doubt she would be heard by other ships at sea or by the Australian or New Zealand land stations. bbox=[799, 740, 1048, 977]
article-byline: By Telegraph.—Press Assn.—Copyright. bbox=[54, 1469, 223, 1478]
article-received: Received June 23, 11.30 p.m. bbox=[861, 196, 985, 206]
article bbox=[276, 1432, 524, 1650]
article-byline: By Telegraph.—Press Assn.—Copyright. bbox=[315, 183, 484, 192]
article-dateline: Washington, June 24. bbox=[1476, 168, 1571, 178]
divider bbox=[350, 103, 449, 104]
article bbox=[14, 1216, 262, 1382]
advertisement-text: Use Hewson's "Invincible" Jointing Cement for all joints, flanges or screwed. Steam, Gas, Water, Ammonia, Oil or petrol. Manning Machinery Co., 5 Bedford Row, Christchurch. bbox=[20, 1840, 257, 1887]
article-dateline: London, June 23. bbox=[710, 886, 786, 896]
article-paragraph: Mr. Hausen (Awahuri) seconded. bbox=[547, 1512, 700, 1522]
article-paragraph: Interest in connection with the missing steamer Canastota the first attempt to call her by wireless was made late Saturday, in the shape of an inquiry as to when she expected to reach port, but no reply was received. Yesterday the ship's agents (Dalgety and Co.) sent out a request to all ships within range asking them to keep a look-out for the steamer and report to Wellington, while her owners have also been communicated with, asking whether a search steamer shall be sent out. bbox=[799, 541, 1048, 659]
article-dateline: Palmerston N., Last Night. bbox=[1715, 744, 1834, 754]
article-dateline: Sydney, June 23. bbox=[974, 1098, 1048, 1108]
article-subheading: SPEECH ON FOREIGN POLICY. bbox=[1089, 164, 1281, 177]
article-subheading: FAILURE TO ANSWER WIRELESS. bbox=[818, 443, 1028, 457]
article-received: Received June 23, 8.20 p.m. bbox=[1126, 1679, 1245, 1689]
advertisement bbox=[800, 1745, 1048, 1831]
article-subheading: GENERAL DISCUSSION TO-DAY. bbox=[1085, 191, 1286, 204]
article-subheading: ANNUAL MEETING. bbox=[862, 1238, 985, 1251]
article-subheading: AN EARNEST APPEAL. bbox=[591, 137, 732, 150]
article-received: Received June 24, 12.10 a.m. bbox=[1123, 973, 1247, 983]
article-byline: By Telegraph.—Press Assn.—Copyright. bbox=[315, 688, 484, 697]
article-paragraph: Lord Curzon explained the inwardness of the renewal of the Anglo-Japanese Treaty. It was true the conditions had changed since the original agreement, but the future held its problems, and the renewal was possible on terms acceptable to Britain, the Dominions, Japan and America. bbox=[1061, 1381, 1309, 1451]
divider bbox=[874, 436, 973, 437]
article-subheading: DISAGREEMENT OF PREMIERS. bbox=[823, 137, 1024, 150]
article-paragraph: The report and balance-sheet were adopted. bbox=[809, 1641, 1016, 1651]
divider bbox=[350, 1181, 449, 1182]
article-headline: NAVAL DEFENCE. bbox=[829, 73, 1018, 97]
article-byline: By Telegraph.—Press Association. bbox=[1637, 183, 1782, 192]
article-subheading: MINISTER IN SYMPATHY WITH PROPOSAL. bbox=[1612, 1051, 1807, 1077]
article-subheading: THREAT TO INDUSTRY. bbox=[327, 111, 472, 124]
article-headline: FEAR OF CHAOS. bbox=[307, 73, 493, 97]
article-subheading: CLOSE GUARD OF ROYALTIES. bbox=[566, 856, 757, 869]
article-subheading: THREE MEN FINED. bbox=[75, 1243, 202, 1256]
article-subheading: GREAT LOSS IN BRITAIN. bbox=[320, 137, 479, 150]
